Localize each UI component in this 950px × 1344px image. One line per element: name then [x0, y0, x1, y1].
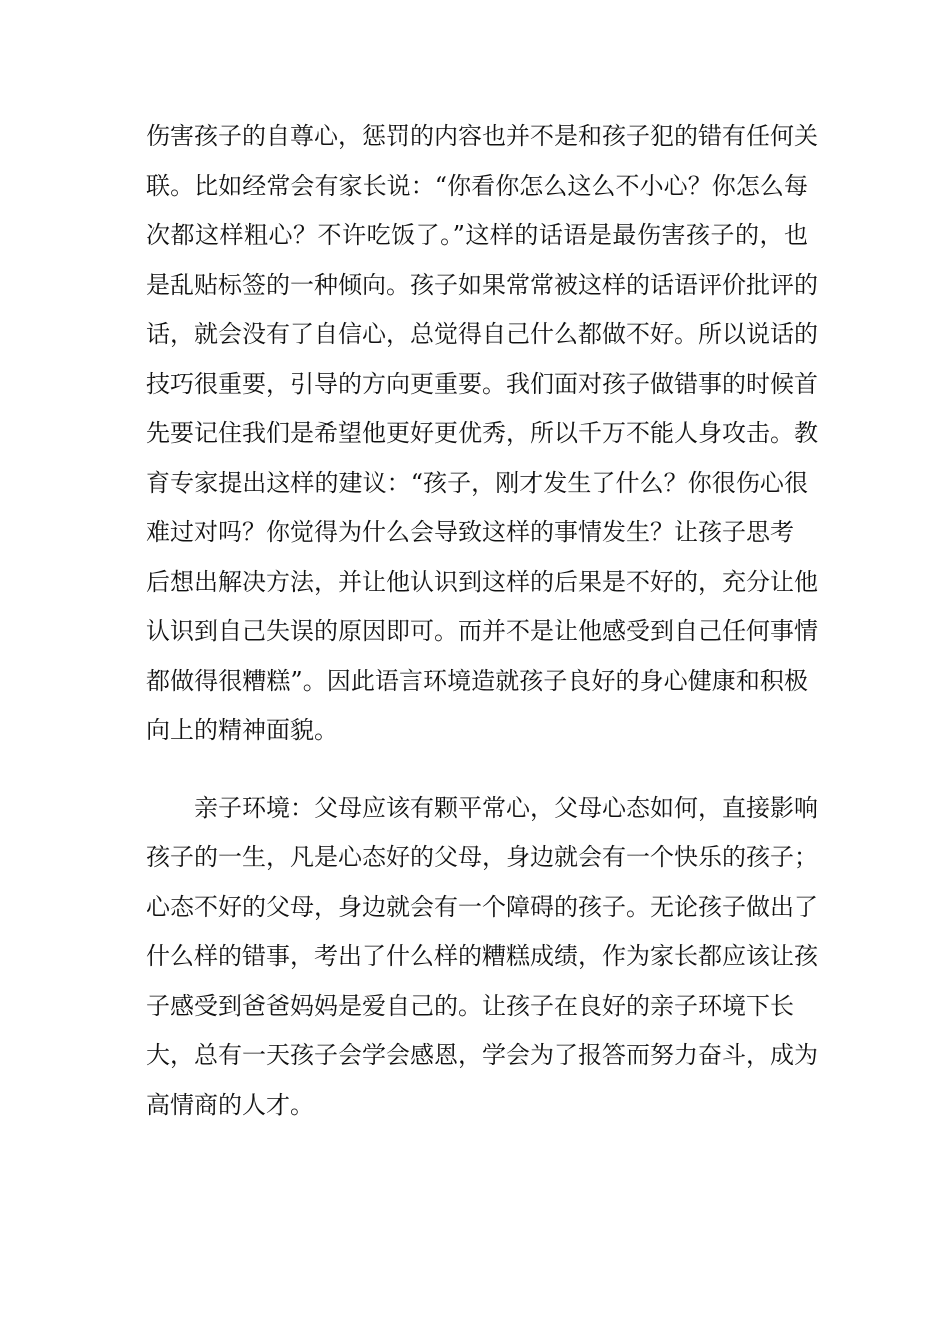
paragraph-line: 子感受到爸爸妈妈是爱自己的。让孩子在良好的亲子环境下长 [146, 991, 794, 1020]
paragraph-line: 认识到自己失误的原因即可。而并不是让他感受到自己任何事情 [146, 617, 818, 645]
paragraph-spacer [146, 756, 808, 784]
paragraph-line: 向上的精神面貌。 [146, 716, 338, 744]
paragraph-line: 都做得很糟糕”。因此语言环境造就孩子良好的身心健康和积极 [146, 666, 808, 695]
paragraph-line: 话，就会没有了自信心，总觉得自己什么都做不好。所以说话的 [146, 320, 818, 348]
paragraph-line: 后想出解决方法，并让他认识到这样的后果是不好的，充分让他 [146, 567, 818, 596]
paragraph-line: 难过对吗？你觉得为什么会导致这样的事情发生？让孩子思考 [146, 518, 794, 546]
paragraph-line: 大，总有一天孩子会学会感恩，学会为了报答而努力奋斗，成为 [146, 1041, 818, 1069]
paragraph-line: 什么样的错事，考出了什么样的糟糕成绩，作为家长都应该让孩 [146, 942, 818, 970]
paragraph-line: 次都这样粗心？不许吃饭了。”这样的话语是最伤害孩子的，也 [146, 221, 808, 249]
paragraph-line: 孩子的一生，凡是心态好的父母，身边就会有一个快乐的孩子； [146, 843, 818, 871]
paragraph-line: 高情商的人才。 [146, 1090, 314, 1119]
paragraph-line: 是乱贴标签的一种倾向。孩子如果常常被这样的话语评价批评的 [146, 270, 818, 299]
paragraph-line: 先要记住我们是希望他更好更优秀，所以千万不能人身攻击。教 [146, 419, 818, 447]
paragraph-language-environment [146, 112, 818, 756]
paragraph-line: 心态不好的父母，身边就会有一个障碍的孩子。无论孩子做出了 [146, 892, 818, 921]
paragraph-line: 亲子环境：父母应该有颗平常心，父母心态如何，直接影响 [194, 793, 818, 822]
paragraph-parent-child-environment [146, 784, 818, 1131]
paragraph-line: 联。比如经常会有家长说：“你看你怎么这么不小心？你怎么每 [146, 171, 808, 200]
paragraph-line: 技巧很重要，引导的方向更重要。我们面对孩子做错事的时候首 [146, 369, 818, 398]
document-body [146, 112, 818, 1130]
paragraph-line: 伤害孩子的自尊心，惩罚的内容也并不是和孩子犯的错有任何关 [146, 122, 818, 150]
paragraph-line: 育专家提出这样的建议：“孩子，刚才发生了什么？你很伤心很 [146, 468, 808, 497]
